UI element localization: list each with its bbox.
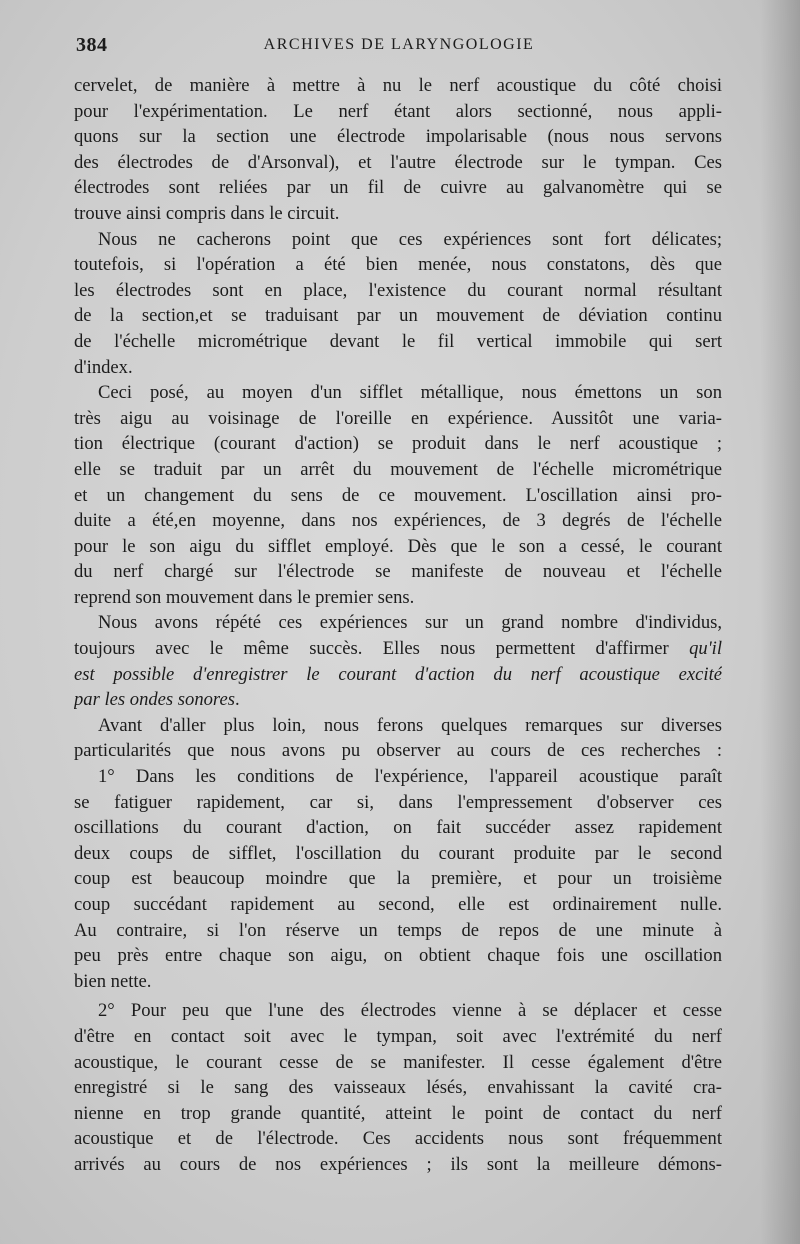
paragraph-4 bbox=[74, 610, 722, 712]
text-line: deux coups de sifflet, l'oscillation du courant produite par le second bbox=[74, 842, 722, 864]
text-line: 1° Dans les conditions de l'expérience, l'appareil acoustique paraît bbox=[98, 766, 722, 788]
text-line: se fatiguer rapidement, car si, dans l'empressement d'observer ces bbox=[74, 791, 722, 813]
page-number: 384 bbox=[76, 34, 108, 56]
paragraph-7 bbox=[74, 998, 722, 1177]
text-segment: . bbox=[234, 689, 240, 711]
text-line: trouve ainsi compris dans le circuit. bbox=[74, 202, 340, 224]
text-line: bien nette. bbox=[74, 970, 152, 992]
text-line: de la section,et se traduisant par un mouvement de déviation continu bbox=[74, 305, 722, 327]
text-line: Avant d'aller plus loin, nous ferons quelques remarques sur diverses bbox=[98, 714, 722, 736]
text-line: et un changement du sens de ce mouvement. L'oscillation ainsi pro- bbox=[74, 484, 722, 506]
text-line: nienne en trop grande quantité, atteint le point de contact du nerf bbox=[74, 1102, 722, 1124]
text-line: Nous ne cacherons point que ces expériences sont fort délicates; bbox=[98, 228, 722, 250]
text-line: est possible d'enregistrer le courant d'action du nerf acoustique excité bbox=[74, 663, 722, 685]
italic-segment: par les ondes sonores bbox=[74, 689, 235, 711]
text-line: pour le son aigu du sifflet employé. Dès que le son a cessé, le courant bbox=[74, 535, 722, 557]
text-line: acoustique et de l'électrode. Ces accidents nous sont fréquemment bbox=[74, 1128, 722, 1150]
text-line: Au contraire, si l'on réserve un temps de repos de une minute à bbox=[74, 919, 722, 941]
text-line: quons sur la section une électrode impolarisable (nous nous servons bbox=[74, 126, 722, 148]
text-line: tion électrique (courant d'action) se produit dans le nerf acoustique ; bbox=[74, 433, 722, 455]
text-line: coup succédant rapidement au second, elle est ordinairement nulle. bbox=[74, 894, 722, 915]
text-line: oscillations du courant d'action, on fait succéder assez rapidement bbox=[74, 817, 722, 839]
text-line: peu près entre chaque son aigu, on obtient chaque fois une oscillation bbox=[74, 945, 722, 967]
paragraph-3 bbox=[74, 380, 722, 610]
text-line: cervelet, de manière à mettre à nu le nerf acoustique du côté choisi bbox=[74, 75, 722, 96]
paragraph-1 bbox=[74, 73, 722, 227]
text-line: d'index. bbox=[74, 356, 133, 378]
text-line: coup est beaucoup moindre que la première, et pour un troisième bbox=[74, 868, 722, 890]
body-text bbox=[74, 73, 722, 1178]
text-line: de l'échelle micrométrique devant le fil vertical immobile qui sert bbox=[74, 330, 722, 352]
paragraph-5 bbox=[74, 713, 722, 764]
text-line: toutefois, si l'opération a été bien menée, nous constatons, dès que bbox=[74, 254, 722, 276]
paragraph-6 bbox=[74, 764, 722, 994]
text-line: duite a été,en moyenne, dans nos expériences, de 3 degrés de l'échelle bbox=[74, 510, 722, 532]
page-edge-shadow bbox=[760, 0, 800, 1244]
text-line bbox=[74, 687, 722, 713]
text-line: d'être en contact soit avec le tympan, soit avec l'extrémité du nerf bbox=[74, 1025, 722, 1047]
text-line: Nous avons répété ces expériences sur un grand nombre d'individus, bbox=[98, 612, 722, 634]
text-line: très aigu au voisinage de l'oreille en expérience. Aussitôt une varia- bbox=[74, 407, 722, 429]
text-line: enregistré si le sang des vaisseaux lésés, envahissant la cavité cra- bbox=[74, 1077, 722, 1099]
text-line: elle se traduit par un arrêt du mouvement de l'échelle micrométrique bbox=[74, 458, 722, 480]
text-segment: toujours avec le même succès. Elles nous permettent d'affirmer bbox=[74, 638, 669, 660]
italic-segment: qu'il bbox=[689, 638, 722, 660]
text-line bbox=[74, 636, 722, 662]
page-header bbox=[76, 34, 722, 60]
running-title: ARCHIVES DE LARYNGOLOGIE bbox=[263, 36, 535, 53]
text-line: des électrodes de d'Arsonval), et l'autre électrode sur le tympan. Ces bbox=[74, 151, 722, 173]
text-line: arrivés au cours de nos expériences ; ils sont la meilleure démons- bbox=[74, 1153, 722, 1175]
text-line: 2° Pour peu que l'une des électrodes vienne à se déplacer et cesse bbox=[98, 1000, 722, 1022]
text-line: particularités que nous avons pu observer au cours de ces recherches : bbox=[74, 740, 722, 762]
text-line: électrodes sont reliées par un fil de cuivre au galvanomètre qui se bbox=[74, 177, 722, 199]
text-line: pour l'expérimentation. Le nerf étant alors sectionné, nous appli- bbox=[74, 100, 722, 122]
text-line: du nerf chargé sur l'électrode se manifeste de nouveau et l'échelle bbox=[74, 561, 722, 583]
text-line: Ceci posé, au moyen d'un sifflet métallique, nous émettons un son bbox=[98, 382, 722, 404]
text-line: acoustique, le courant cesse de se manifester. Il cesse également d'être bbox=[74, 1051, 722, 1073]
paragraph-2 bbox=[74, 227, 722, 381]
text-line: reprend son mouvement dans le premier sens. bbox=[74, 586, 415, 608]
text-line: les électrodes sont en place, l'existence du courant normal résultant bbox=[74, 279, 722, 301]
